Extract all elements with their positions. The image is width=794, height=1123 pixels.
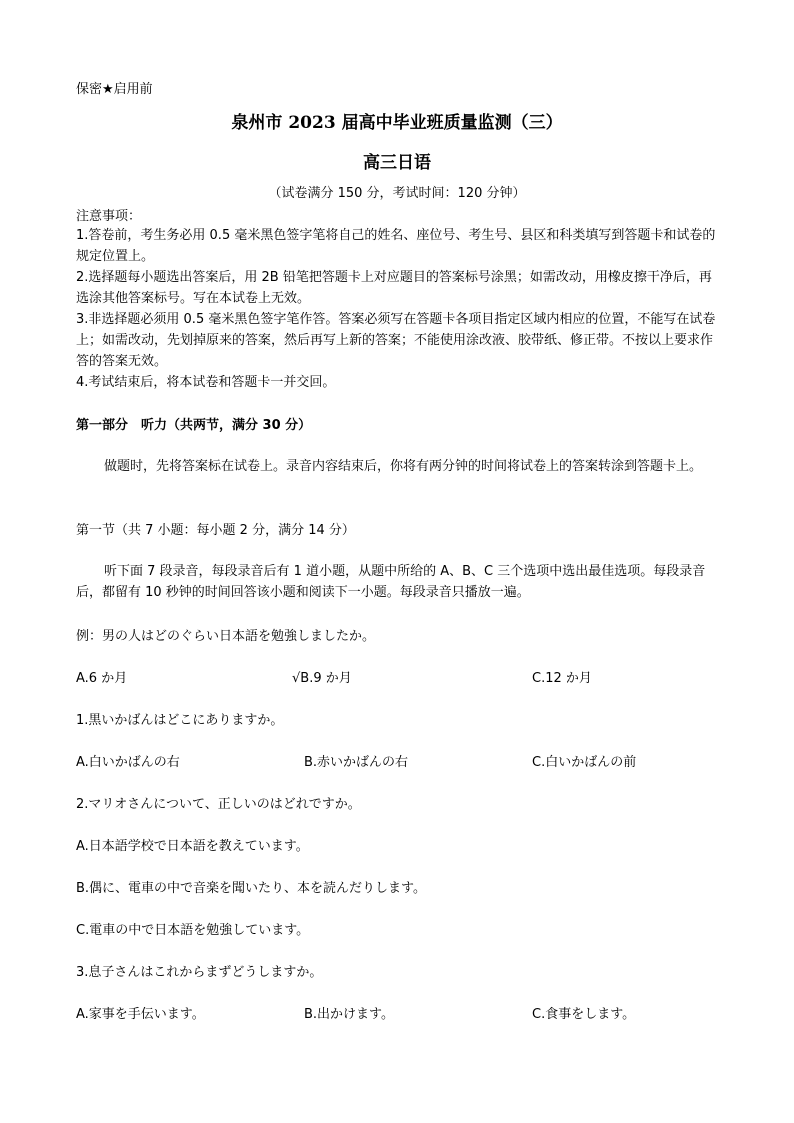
question-1-option-c: C.白いかばんの前 [532, 755, 637, 770]
question-3-option-c: C.食事をします。 [532, 1007, 636, 1022]
question-1-option-b: B.赤いかばんの右 [304, 755, 409, 770]
question-2-option-b: B.偶に、電車の中で音楽を聞いたり、本を読んだりします。 [76, 881, 427, 896]
question-3: 3.息子さんはこれからまずどうしますか。 [76, 965, 323, 980]
question-3-option-b: B.出かけます。 [304, 1007, 395, 1022]
note-item-4: 4.考试结束后，将本试卷和答题卡一并交回。 [76, 375, 336, 390]
notes-heading: 注意事项： [76, 209, 142, 224]
section1-instruction: 听下面 7 段录音，每段录音后有 1 道小题，从题中所给的 A、B、C 三个选项中选出最佳选项。每段录音后，都留有 10 秒钟的时间回答该小题和阅读下一小题。每段录音只播放一遍。 [76, 564, 706, 600]
subject-title: 高三日语 [363, 153, 431, 173]
note-item-1: 1.答卷前，考生务必用 0.5 毫米黑色签字笔将自己的姓名、座位号、考生号、县区和科类填写到答题卡和试卷的规定位置上。 [76, 228, 716, 264]
example-question: 例：男の人はどのぐらい日本語を勉強しましたか。 [76, 629, 376, 644]
example-option-b: √B.9 か月 [292, 671, 352, 686]
example-option-c: C.12 か月 [532, 671, 592, 686]
note-item-2: 2.选择题每小题选出答案后，用 2B 铅笔把答题卡上对应题目的答案标号涂黑；如需改动，用橡皮擦干净后，再选涂其他答案标号。写在本试卷上无效。 [76, 270, 712, 306]
part1-instruction: 做题时，先将答案标在试卷上。录音内容结束后，你将有两分钟的时间将试卷上的答案转涂到答题卡上。 [104, 459, 703, 474]
question-3-option-a: A.家事を手伝います。 [76, 1007, 205, 1022]
confidential-label: 保密★启用前 [76, 82, 153, 97]
section1-heading: 第一节（共 7 小题：每小题 2 分，满分 14 分） [76, 523, 355, 538]
exam-title: 泉州市 2023 届高中毕业班质量监测（三） [231, 113, 563, 133]
question-2: 2.マリオさんについて、正しいのはどれですか。 [76, 797, 361, 812]
question-1-option-a: A.白いかばんの右 [76, 755, 180, 770]
example-option-a: A.6 か月 [76, 671, 128, 686]
question-2-option-c: C.電車の中で日本語を勉強しています。 [76, 923, 310, 938]
question-2-option-a: A.日本語学校で日本語を教えています。 [76, 839, 309, 854]
exam-info: （试卷满分 150 分，考试时间：120 分钟） [268, 186, 526, 201]
part1-heading: 第一部分 听力（共两节，满分 30 分） [76, 418, 312, 433]
note-item-3: 3.非选择题必须用 0.5 毫米黑色签字笔作答。答案必须写在答题卡各项目指定区域内相应的位置，不能写在试卷上；如需改动，先划掉原来的答案，然后再写上新的答案；不能使用涂改液、胶带纸、修正带。不按以上要求作答的答案无效。 [76, 312, 716, 369]
question-1: 1.黒いかばんはどこにありますか。 [76, 713, 284, 728]
